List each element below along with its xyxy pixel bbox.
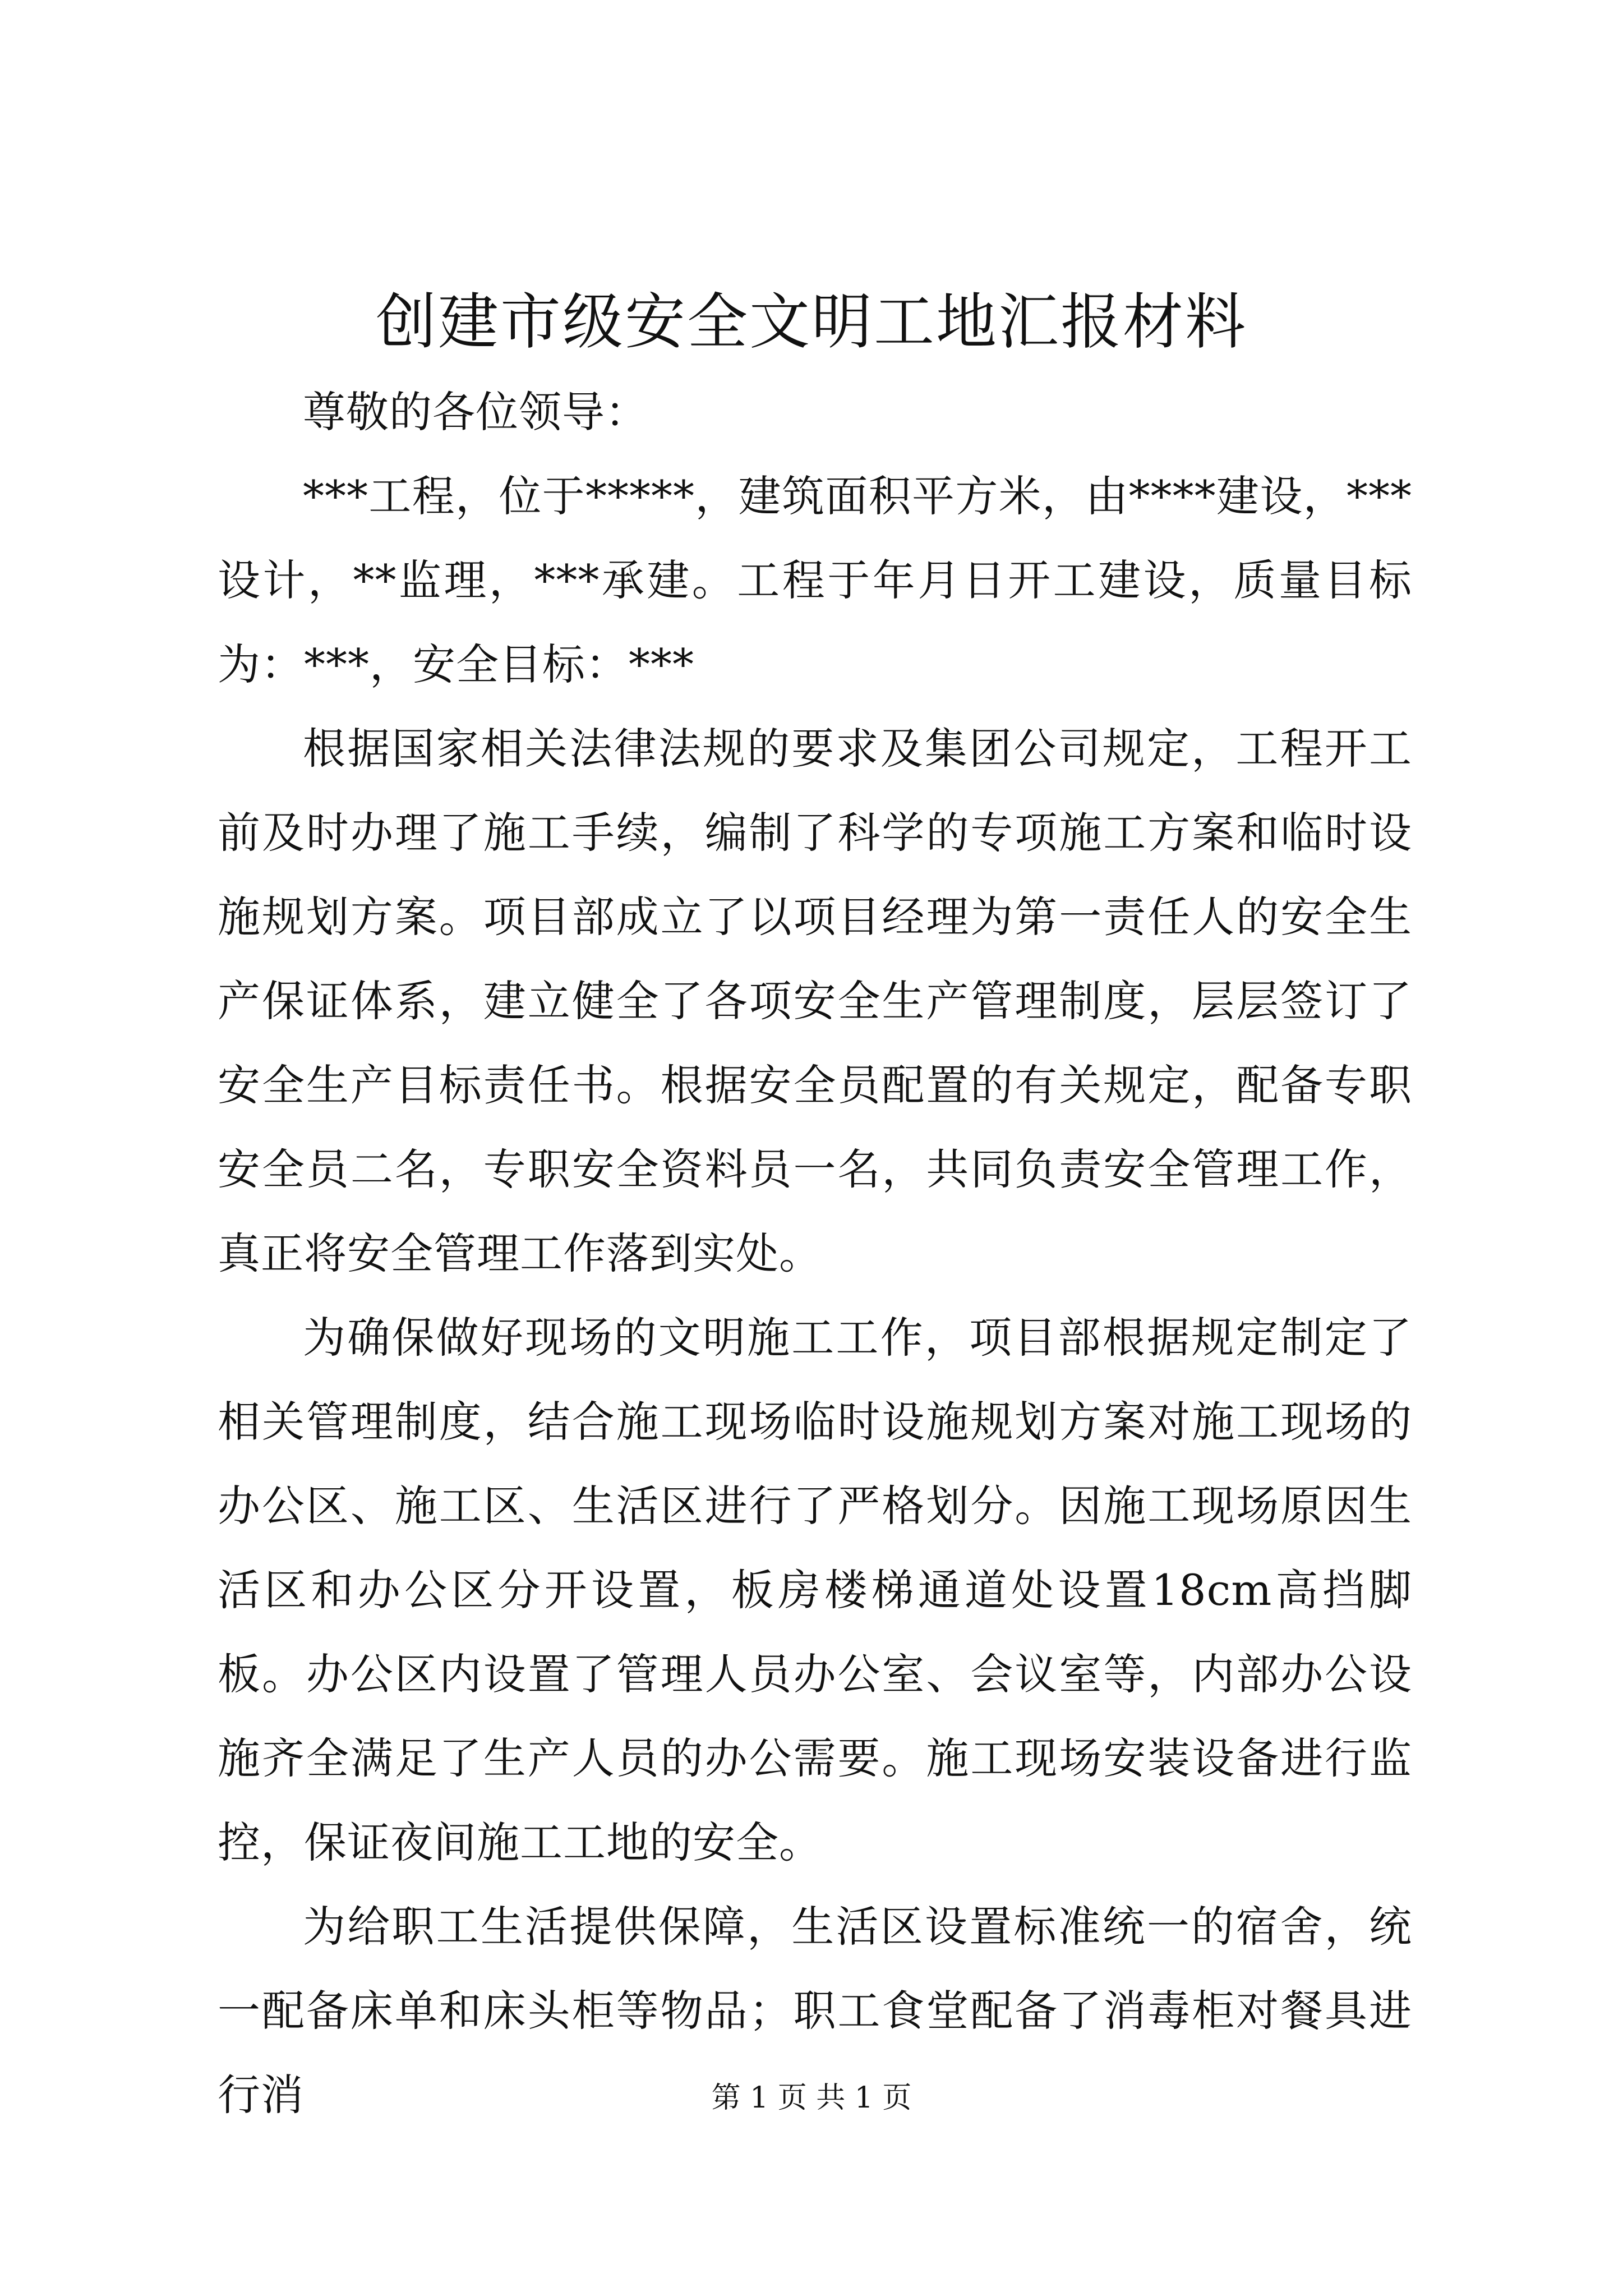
document-body bbox=[218, 370, 1412, 2137]
safety-management-paragraph: 根据国家相关法律法规的要求及集团公司规定，工程开工前及时办理了施工手续，编制了科学的专项施工方案和临时设施规划方案。项目部成立了以项目经理为第一责任人的安全生产保证体系，建立健全了各项安全生产管理制度，层层签订了安全生产目标责任书。根据安全员配置的有关规定，配备专职安全员二名，专职安全资料员一名，共同负责安全管理工作，真正将安全管理工作落到实处。 bbox=[218, 724, 1412, 1278]
living-area-paragraph: 为给职工生活提供保障，生活区设置标准统一的宿舍，统一配备床单和床头柜等物品；职工食堂配备了消毒柜对餐具进行消 bbox=[218, 1902, 1412, 2120]
salutation-paragraph: 尊敬的各位领导： bbox=[303, 387, 648, 437]
document-title: 创建市级安全文明工地汇报材料 bbox=[375, 287, 1247, 357]
page-footer: 第 1 页 共 1 页 bbox=[711, 2081, 912, 2115]
civilized-construction-paragraph: 为确保做好现场的文明施工工作，项目部根据规定制定了相关管理制度，结合施工现场临时设施规划方案对施工现场的办公区、施工区、生活区进行了严格划分。因施工现场原因生活区和办公区分开设置，板房楼梯通道处设置18cm高挡脚板。办公区内设置了管理人员办公室、会议室等，内部办公设施齐全满足了生产人员的办公需要。施工现场安装设备进行监控，保证夜间施工工地的安全。 bbox=[218, 1313, 1412, 1867]
project-overview-paragraph: ***工程，位于*****，建筑面积平方米，由****建设，***设计，**监理，***承建。工程于年月日开工建设，质量目标为：***，安全目标：*** bbox=[218, 471, 1412, 689]
